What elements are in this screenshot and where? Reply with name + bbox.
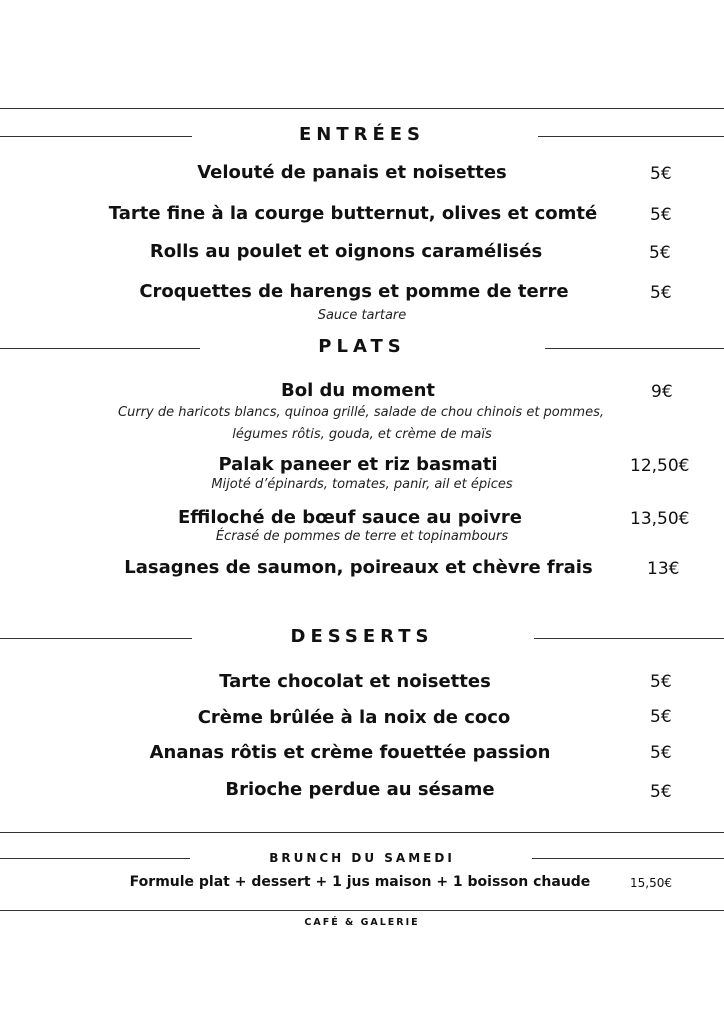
menu-item-name: Brioche perdue au sésame — [225, 779, 495, 800]
divider — [0, 832, 724, 833]
menu-item-name: Bol du moment — [281, 380, 435, 401]
menu-item-name: Rolls au poulet et oignons caramélisés — [149, 241, 543, 262]
menu-item-name: Lasagnes de saumon, poireaux et chèvre frais — [124, 557, 593, 578]
menu-item-name: Palak paneer et riz basmati — [218, 454, 498, 475]
section-title-entrees: ENTRÉES — [298, 124, 426, 145]
menu-item-price: 5€ — [650, 782, 672, 802]
menu-item-price: 12,50€ — [630, 456, 690, 476]
menu-item-name: Tarte fine à la courge butternut, olives et comté — [108, 203, 598, 224]
menu-item-description: Écrasé de pommes de terre et topinambours — [215, 529, 509, 544]
menu-item-price: 5€ — [650, 672, 672, 692]
menu-item-price: 13€ — [647, 559, 680, 579]
menu-item-name: Ananas rôtis et crème fouettée passion — [149, 742, 551, 763]
menu-item-description: légumes rôtis, gouda, et crème de maïs — [232, 427, 492, 442]
brunch-price: 15,50€ — [630, 876, 672, 890]
menu-item-name: Croquettes de harengs et pomme de terre — [139, 281, 569, 302]
menu-item-price: 5€ — [650, 164, 672, 184]
menu-item-name: Velouté de panais et noisettes — [197, 162, 507, 183]
menu-item-price: 9€ — [651, 382, 673, 402]
section-title-brunch: BRUNCH DU SAMEDI — [269, 851, 455, 865]
brunch-formula: Formule plat + dessert + 1 jus maison + 1 boisson chaude — [129, 874, 591, 890]
menu-item-price: 5€ — [650, 743, 672, 763]
section-title-desserts: DESSERTS — [290, 626, 434, 647]
menu-item-description: Mijoté d’épinards, tomates, panir, ail et épices — [211, 477, 513, 492]
footer-label: CAFÉ & GALERIE — [304, 917, 420, 928]
menu-item-price: 5€ — [650, 205, 672, 225]
menu-item-price: 13,50€ — [630, 509, 690, 529]
section-title-plats: PLATS — [318, 336, 406, 357]
menu-item-name: Tarte chocolat et noisettes — [219, 671, 491, 692]
menu-item-description: Curry de haricots blancs, quinoa grillé, salade de chou chinois et pommes, — [118, 405, 604, 420]
menu-item-price: 5€ — [649, 243, 671, 263]
menu-item-name: Crème brûlée à la noix de coco — [197, 707, 511, 728]
divider-top — [0, 108, 724, 109]
menu-item-description: Sauce tartare — [317, 308, 407, 323]
menu-item-price: 5€ — [650, 283, 672, 303]
divider-bottom — [0, 910, 724, 911]
menu-item-name: Effiloché de bœuf sauce au poivre — [177, 507, 522, 528]
menu-item-price: 5€ — [650, 707, 672, 727]
